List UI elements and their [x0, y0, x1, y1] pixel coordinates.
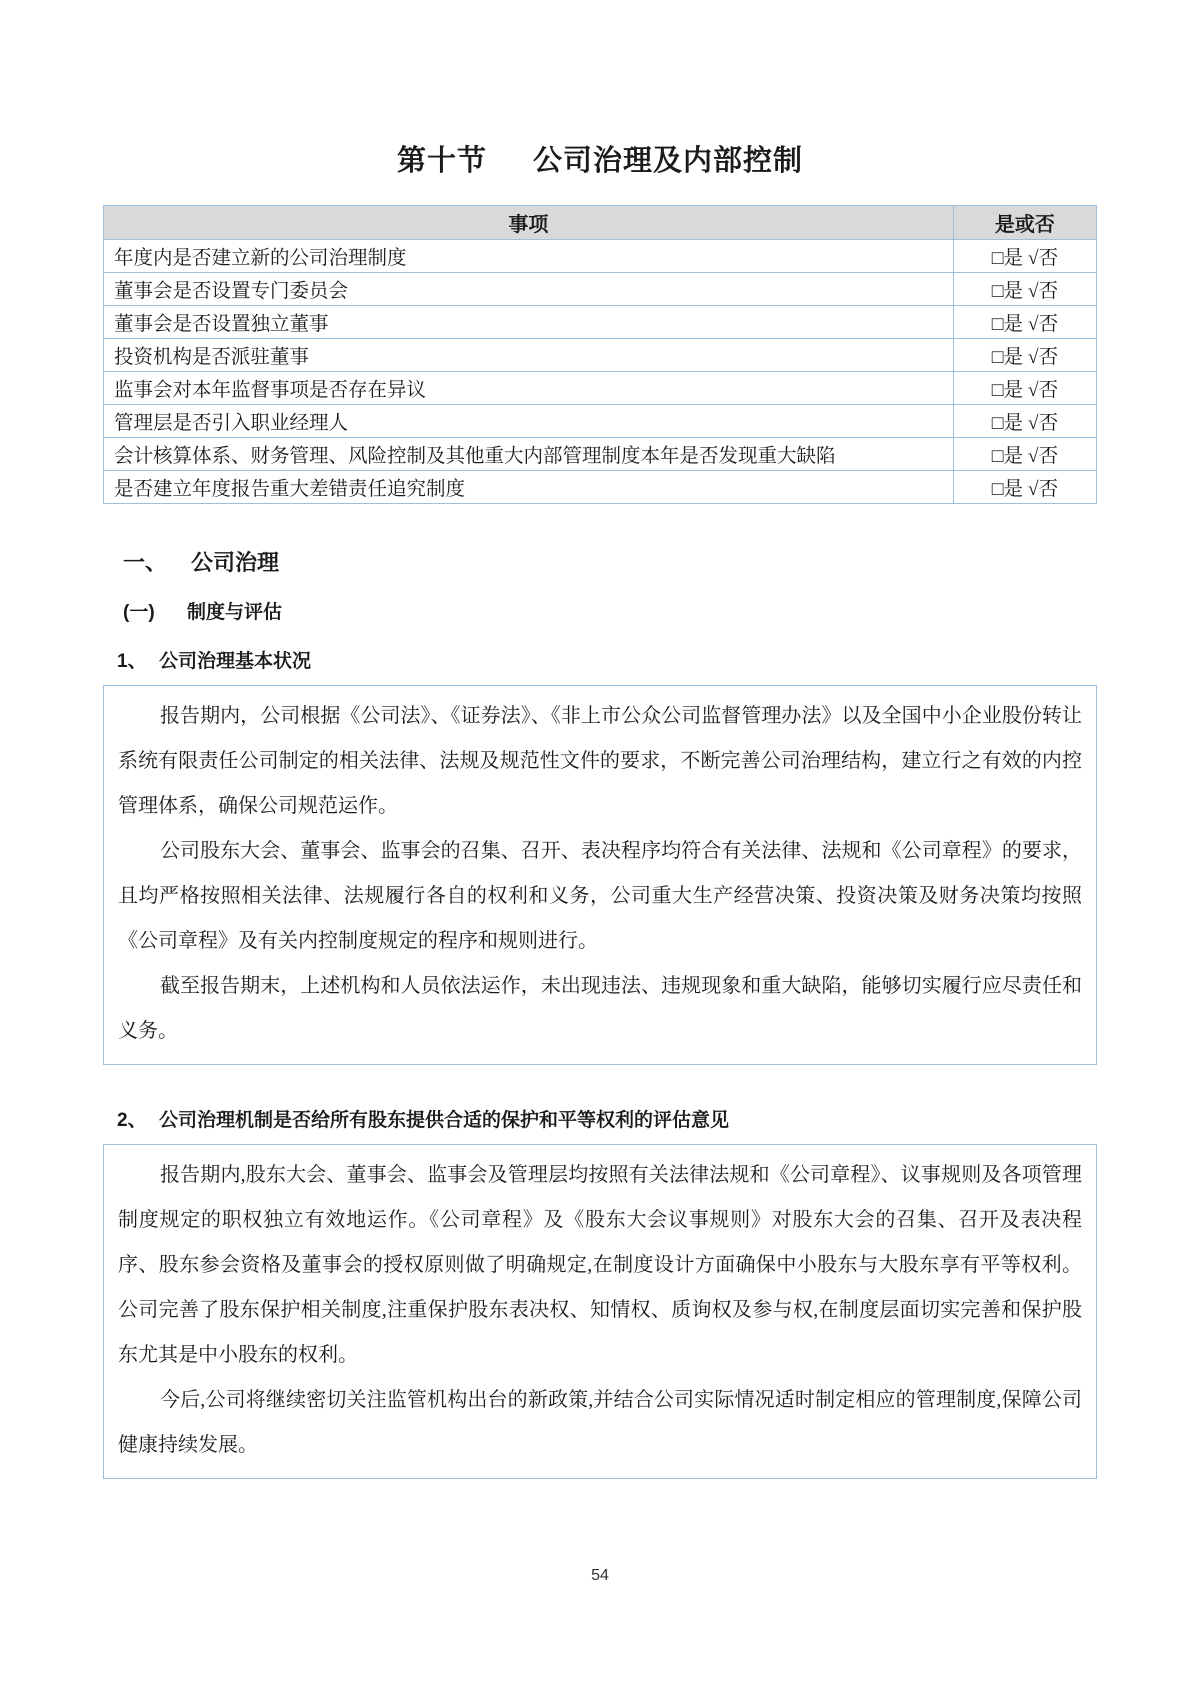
table-row [104, 405, 1097, 438]
item-title: 公司治理基本状况 [159, 651, 312, 672]
paragraph: 公司股东大会、董事会、监事会的召集、召开、表决程序均符合有关法律、法规和《公司章程》的要求，且均严格按照相关法律、法规履行各自的权利和义务，公司重大生产经营决策、投资决策及财务决策均按照《公司章程》及有关内控制度规定的程序和规则进行。 [118, 840, 1082, 952]
checklist-item-cell: 管理层是否引入职业经理人 [104, 405, 954, 438]
checklist-answer-cell: □是 √否 [953, 306, 1096, 339]
column-header-yesno: 是或否 [953, 206, 1096, 240]
section-title: 公司治理 [191, 550, 280, 575]
section-heading-governance [123, 546, 1097, 577]
checklist-answer-cell: □是 √否 [953, 438, 1096, 471]
checklist-answer-cell: □是 √否 [953, 339, 1096, 372]
table-row [104, 306, 1097, 339]
table-row [104, 471, 1097, 504]
paragraph: 报告期内,股东大会、董事会、监事会及管理层均按照有关法律法规和《公司章程》、议事规则及各项管理制度规定的职权独立有效地运作。《公司章程》及《股东大会议事规则》对股东大会的召集、召开及表决程序、股东参会资格及董事会的授权原则做了明确规定,在制度设计方面确保中小股东与大股东享有平等权利。公司完善了股东保护相关制度,注重保护股东表决权、知情权、质询权及参与权,在制度层面切实完善和保护股东尤其是中小股东的权利。 [118, 1164, 1082, 1366]
shareholder-rights-box [103, 1144, 1097, 1479]
checklist-item-cell: 监事会对本年监督事项是否存在异议 [104, 372, 954, 405]
section-number: 一、 [123, 550, 168, 575]
table-row [104, 438, 1097, 471]
checklist-item-cell: 会计核算体系、财务管理、风险控制及其他重大内部管理制度本年是否发现重大缺陷 [104, 438, 954, 471]
checklist-item-cell: 年度内是否建立新的公司治理制度 [104, 240, 954, 273]
checklist-answer-cell: □是 √否 [953, 372, 1096, 405]
checklist-item-cell: 投资机构是否派驻董事 [104, 339, 954, 372]
subsection-number: (一) [123, 602, 155, 623]
item-number: 1、 [117, 651, 147, 672]
table-row [104, 372, 1097, 405]
table-header-row [104, 206, 1097, 240]
page-title-text: 公司治理及内部控制 [533, 145, 804, 177]
page-number: 54 [591, 1567, 609, 1584]
item-number: 2、 [117, 1110, 147, 1131]
page-title [103, 138, 1097, 179]
page-title-section-no: 第十节 [396, 145, 487, 177]
table-row [104, 240, 1097, 273]
checklist-item-cell: 是否建立年度报告重大差错责任追究制度 [104, 471, 954, 504]
governance-status-box [103, 685, 1097, 1065]
table-row [104, 339, 1097, 372]
checklist-answer-cell: □是 √否 [953, 273, 1096, 306]
checklist-answer-cell: □是 √否 [953, 240, 1096, 273]
paragraph: 报告期内，公司根据《公司法》、《证券法》、《非上市公众公司监督管理办法》以及全国中小企业股份转让系统有限责任公司制定的相关法律、法规及规范性文件的要求，不断完善公司治理结构，建立行之有效的内控管理体系，确保公司规范运作。 [118, 705, 1082, 817]
table-row [104, 273, 1097, 306]
subsection-title: 制度与评估 [187, 602, 283, 623]
checklist-item-cell: 董事会是否设置独立董事 [104, 306, 954, 339]
checklist-item-cell: 董事会是否设置专门委员会 [104, 273, 954, 306]
governance-checklist-table [103, 205, 1097, 504]
checklist-answer-cell: □是 √否 [953, 471, 1096, 504]
item-title: 公司治理机制是否给所有股东提供合适的保护和平等权利的评估意见 [159, 1110, 730, 1131]
item-heading-shareholder-rights [117, 1105, 1097, 1132]
column-header-item: 事项 [104, 206, 954, 240]
paragraph: 今后,公司将继续密切关注监管机构出台的新政策,并结合公司实际情况适时制定相应的管理制度,保障公司健康持续发展。 [118, 1389, 1082, 1456]
item-heading-basic-status [117, 646, 1097, 673]
checklist-answer-cell: □是 √否 [953, 405, 1096, 438]
subsection-heading-system-eval [123, 597, 1097, 624]
paragraph: 截至报告期末，上述机构和人员依法运作，未出现违法、违规现象和重大缺陷，能够切实履行应尽责任和义务。 [118, 975, 1082, 1042]
